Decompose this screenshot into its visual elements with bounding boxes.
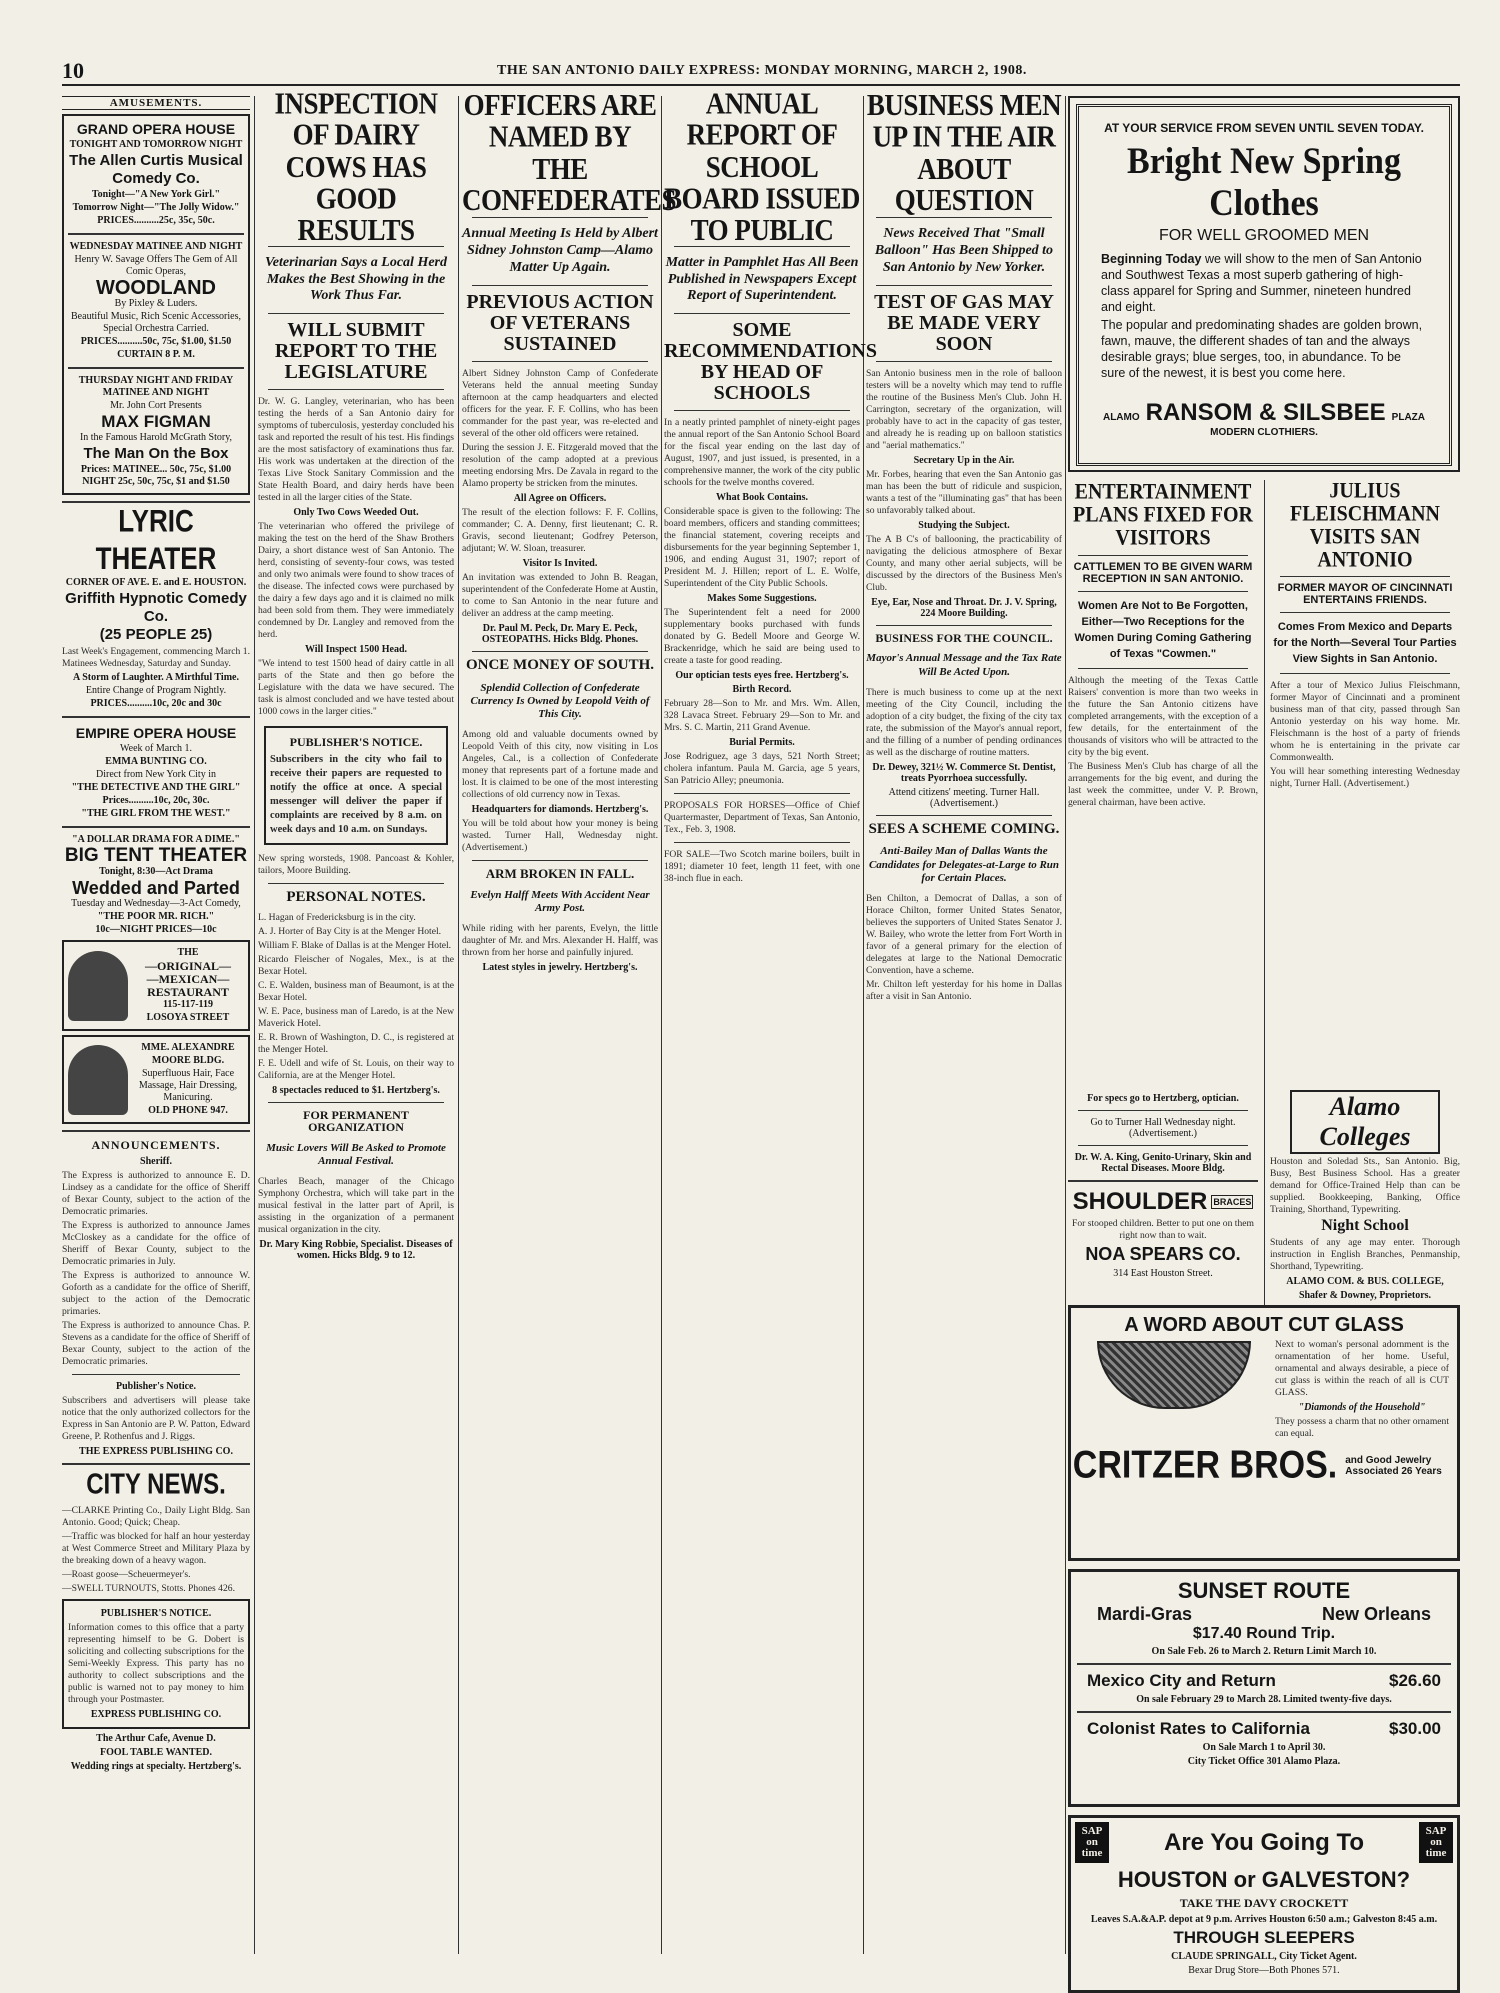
right-ads-column (1068, 96, 1460, 1976)
school-column (664, 86, 877, 1954)
council-text: There is much business to come up at the next meeting of the City Council, including the adoption of a city budget, the fixing of the city tax rate, the submission of the Mayor's annual report, and the filling of a number of pending ordinances as well as the discharge of routine matters. (866, 686, 1062, 758)
school-body: Considerable space is given to the following: The board members, officers and standing committees; the financial statement, covering receipts and disbursements for the year beginning September 1, 1906, and ending August 31, 1907; report of President M. J. Hillen; report of L. E. Wolfe, Superintendent of the City Public Schools. (664, 506, 860, 590)
woodland-name: WOODLAND (96, 277, 216, 299)
alexandre-name: MME. ALEXANDRE (141, 1042, 235, 1053)
fleischmann-deck: FORMER MAYOR OF CINCINNATI ENTERTAINS FRIENDS. (1277, 582, 1453, 606)
confederates-column (462, 88, 677, 1954)
tent-name: BIG TENT THEATER (64, 845, 248, 866)
tent-prices: 10c—NIGHT PRICES—10c (95, 924, 217, 935)
lyric-line2: A Storm of Laughter. A Mirthful Time. (73, 672, 239, 683)
empire-direct: Direct from New York City in (96, 769, 216, 780)
sap-train: TAKE THE DAVY CROCKETT (1179, 1896, 1349, 1910)
citizens-meeting-ad: Attend citizens' meeting. Turner Hall. (Advertisement.) (888, 786, 1040, 809)
money-south-deck: Splendid Collection of Confederate Currency Is Owned by Leopold Veith of This City. (470, 681, 650, 720)
confed-subhead2: Visitor Is Invited. (522, 557, 598, 569)
alamo-colleges-logo: Alamo Colleges (1290, 1090, 1440, 1154)
robbie-ad: Dr. Mary King Robbie, Specialist. Diseases of women. Hicks Bldg. 9 to 12. (259, 1239, 453, 1262)
lyric-prices: PRICES..........10c, 20c and 30c (90, 698, 222, 709)
restaurant-line4: RESTAURANT (147, 985, 229, 999)
restaurant-street: LOSOYA STREET (146, 1012, 230, 1023)
tent-tues: Tuesday and Wednesday—3-Act Comedy, (71, 898, 241, 909)
city-news-item: —CLARKE Printing Co., Daily Light Bldg. San Antonio. Good; Quick; Cheap. (62, 1505, 250, 1528)
woman-portrait-icon (68, 1045, 128, 1115)
money-south-text: Among old and valuable documents owned by Leopold Veith of this city, now visiting in Los Angeles, Cal., is a collection of Confederate money that represents part of a fortune made and lost. It is claimed to be one of the most interesting collections of old currency now in Texas. (462, 729, 658, 801)
alamo-colleges-ad (1270, 1090, 1460, 1304)
sunset-route-ad (1068, 1569, 1460, 1807)
grand-tomorrow: Tomorrow Night—"The Jolly Widow." (72, 202, 240, 213)
visitors-article (1068, 480, 1258, 811)
city-news-title: CITY NEWS. (86, 1468, 226, 1501)
business-subhead2: Studying the Subject. (918, 519, 1010, 531)
sap-times: Leaves S.A.&A.P. depot at 9 p.m. Arrives Houston 6:50 a.m.; Galveston 8:45 a.m. (1090, 1914, 1438, 1925)
permanent-org-deck: Music Lovers Will Be Asked to Promote Annual Festival. (266, 1142, 446, 1168)
dairy-deck2: WILL SUBMIT REPORT TO THE LEGISLATURE (274, 319, 438, 384)
diamonds-ad: Headquarters for diamonds. Hertzberg's. (471, 804, 649, 816)
lyric-line3: Entire Change of Program Nightly. (85, 685, 227, 696)
notice-c2-text: Subscribers in the city who fail to receive their papers are requested to notify the office at once. A special messenger will deliver the paper if complaints are received by 8 a.m. on week days and 10 a.m. on Sundays. (270, 754, 442, 836)
business-deck2: TEST OF GAS MAY BE MADE VERY SOON (874, 290, 1054, 355)
ransom-name: RANSOM & SILSBEE (1145, 399, 1386, 426)
dairy-body: The veterinarian who offered the privilege of making the test on the herd of the Shaw Brothers Dairy, a short distance west of San Antonio. The herd, consisting of seventy-four cows, was tested and only two animals were found to show traces of the disease. The infected cows were purchased by the dairy a few days ago and it is claimed no milk had been sold from them. They were immediately condemned by Dr. Langley and removed from the herd. (258, 521, 454, 641)
column-rule (1065, 96, 1066, 1954)
business-body2: The A B C's of ballooning, the practicability of navigating the delicious atmosphere of Bexar County, and many other aerial subjects, will be discussed by the directors of the Business Men's Club. (866, 533, 1062, 593)
sap-cities: HOUSTON or GALVESTON? (1117, 1867, 1411, 1892)
sap-badge-icon: SAP on time (1075, 1822, 1109, 1863)
confed-body: During the session J. E. Fitzgerald moved that the resolution of the camp adopted at a previous meeting endorsing Mrs. De Zavala in regard to the Alamo property be stricken from the minutes. (462, 441, 658, 489)
restaurant-line1: THE (177, 947, 199, 958)
sunset-r3-left: Colonist Rates to California (1087, 1719, 1310, 1738)
critzer-side: and Good Jewelry Associated 26 Years (1345, 1454, 1442, 1477)
sunset-r2-left: Mexico City and Return (1087, 1671, 1276, 1690)
cut-glass-text2: They possess a charm that no other ornament can equal. (1275, 1416, 1449, 1439)
sap-store: Bexar Drug Store—Both Phones 571. (1188, 1965, 1340, 1976)
ransom-top: AT YOUR SERVICE FROM SEVEN UNTIL SEVEN TODAY. (1104, 121, 1424, 135)
personal-note: F. E. Udell and wife of St. Louis, on their way to California, are at the Menger Hotel. (258, 1057, 454, 1081)
school-lead: In a neatly printed pamphlet of ninety-eight pages the annual report of the San Antonio School Board for the fiscal year ending on the last day of August, 1907, and just issued, is presented, in a comprehensive manner, the work of the city public schools for the twelve months covered. (664, 417, 860, 489)
alamo-colleges-text: Houston and Soledad Sts., San Antonio. Big, Busy, Best Business School. Has a greater demand for Office-Trained Help than can be supplied. Bookkeeping, Banking, Office Training, Shorthand, Typewriting. (1270, 1156, 1460, 1215)
grand-opera-ad (62, 114, 250, 495)
page-number: 10 (62, 58, 84, 83)
dairy-subhead2: Will Inspect 1500 Head. (304, 644, 408, 656)
city-news-item: —SWELL TURNOUTS, Stotts. Phones 426. (62, 1583, 235, 1594)
tent-when: Tonight, 8:30—Act Drama (99, 866, 213, 877)
announcement-item: The Express is authorized to announce E. D. Lindsey as a candidate for the office of Sheriff of Bexar County, subject to the action of the Democratic primaries. (62, 1170, 250, 1217)
alexandre-services: Superfluous Hair, Face Massage, Hair Dressing, Manicuring. (138, 1068, 238, 1103)
mexican-restaurant-ad (62, 940, 250, 1031)
school-body2: The Superintendent felt a need for 2000 supplementary books purchased with funds donated by G. Bedell Moore and George W. Brackenridge, which he said are being used to create a taste for good reading. (664, 607, 860, 667)
lyric-corner: CORNER OF AVE. E. and E. HOUSTON. (65, 577, 247, 588)
announcements-sheriff: Sheriff. (140, 1156, 172, 1167)
ransom-body: we will show to the men of San Antonio and Southwest Texas a most superb gathering of high-class apparel for Spring and Summer, nineteen hundred and eight. (1101, 252, 1422, 314)
dairy-body2: "We intend to test 1500 head of dairy cattle in all parts of the State and then go before the Legislature with the data we have secured. The task is almost concluded and we have tested about 1000 cows in the larger cities." (258, 658, 454, 718)
ransom-sub: FOR WELL GROOMED MEN (1158, 227, 1370, 244)
cut-glass-text: Next to woman's personal adornment is the ornamentation of her home. Useful, ornamental and always desirable, a piece of cut glass is within the reach of all is CUT GLASS. (1275, 1339, 1449, 1398)
empire-prices: Prices..........10c, 20c, 30c. (102, 795, 210, 806)
ransom-right: PLAZA (1391, 412, 1426, 423)
school-headline: ANNUAL REPORT OF SCHOOL BOARD ISSUED TO PUBLIC (664, 86, 860, 247)
publisher-notice-box (62, 1599, 250, 1729)
for-sale-boilers: FOR SALE—Two Scotch marine boilers, built in 1891; diameter 10 feet, length 11 feet, with one 38-inch flue in each. (664, 849, 860, 885)
jewelry-ad: Latest styles in jewelry. Hertzberg's. (482, 962, 638, 974)
permanent-org-text: Charles Beach, manager of the Chicago Symphony Orchestra, which will take part in the musical festival in the latter part of April, is assisting in the organization of a permanent musical organization in the city. (258, 1176, 454, 1236)
empire-name: EMPIRE OPERA HOUSE (75, 725, 237, 741)
lyric-line1: Last Week's Engagement, commencing March 1. Matinees Wednesday, Saturday and Sunday. (62, 646, 250, 669)
burial-permits: Jose Rodriguez, age 3 days, 521 North Street; cholera infantum. Paula M. Garcia, age 5 years, San Patricio Alley; pneumonia. (664, 751, 860, 787)
permanent-org-headline: FOR PERMANENT ORGANIZATION (303, 1107, 409, 1135)
fleischmann-headline: JULIUS FLEISCHMANN VISITS SAN ANTONIO (1289, 478, 1440, 573)
turner-ad: Go to Turner Hall Wednesday night. (Advertisement.) (1090, 1117, 1236, 1139)
two-narrow-articles (1068, 480, 1460, 1090)
column-rule (458, 96, 459, 1954)
cut-glass-bowl-icon (1097, 1341, 1251, 1409)
shoulder-addr: 314 East Houston Street. (1113, 1268, 1213, 1279)
announcement-item: The Express is authorized to announce James McCloskey as a candidate for the office of Sheriff of Bexar County, subject to the Democratic primaries in July. (62, 1220, 250, 1267)
turner-hall-note: You will be told about how your money is being wasted. Turner Hall, Wednesday night. (Advertisement.) (462, 818, 658, 854)
sunset-title: SUNSET ROUTE (1177, 1578, 1351, 1603)
grand-company: The Allen Curtis Musical Comedy Co. (69, 152, 243, 187)
lyric-name: LYRIC THEATER (95, 502, 217, 576)
alexandre-addr: MOORE BLDG. (151, 1055, 225, 1066)
proposals-horses: PROPOSALS FOR HORSES—Office of Chief Quartermaster, Department of Texas, San Antonio, Tex., Feb. 3, 1908. (664, 800, 860, 836)
shoulder-name: NOA SPEARS CO. (1085, 1244, 1241, 1264)
fleischmann-article (1270, 480, 1460, 792)
personal-note: L. Hagan of Fredericksburg is in the city. (258, 911, 416, 923)
arm-broken-text: While riding with her parents, Evelyn, the little daughter of Mr. and Mrs. Alexander H. Halff, was thrown from her horse and painfully injured. (462, 923, 658, 959)
cut-glass-ad (1068, 1305, 1460, 1561)
city-news-item: —Traffic was blocked for half an hour yesterday at West Commerce Street and Military Plaza by the breaking down of a heavy wagon. (62, 1531, 250, 1566)
tailor-ad: New spring worsteds, 1908. Pancoast & Kohler, tailors, Moore Building. (258, 853, 454, 877)
alamo-colleges-props: Shafer & Downey, Proprietors. (1298, 1289, 1432, 1301)
woodland-by: By Pixley & Luders. (114, 298, 198, 309)
confed-lead: Albert Sidney Johnston Camp of Confederate Veterans held the annual meeting Sunday afternoon at the camp headquarters and elected officers for the year. F. F. Collins, who has been commander for the past year, was re-elected and several of the other old officers were retained. (462, 367, 658, 439)
publishers-notice-title: Publisher's Notice. (116, 1381, 196, 1392)
column-rule (863, 96, 864, 1954)
shoulder-word: SHOULDER (1072, 1188, 1208, 1215)
empire-play: "THE DETECTIVE AND THE GIRL" (71, 782, 241, 793)
ransom-bottom: MODERN CLOTHIERS. (1210, 427, 1318, 438)
dairy-subhead: Only Two Cows Weeded Out. (293, 507, 419, 519)
figman-in: In the Famous Harold McGrath Story, (79, 432, 233, 443)
personal-note: W. E. Pace, business man of Laredo, is at the New Maverick Hotel. (258, 1005, 454, 1029)
business-deck: News Received That "Small Balloon" Has Been Shipped to San Antonio by New Yorker. (874, 226, 1054, 275)
sunset-r1-left: Mardi-Gras (1097, 1604, 1193, 1624)
school-deck: Matter in Pamphlet Has All Been Published in Newspapers Except Report of Superintendent. (665, 254, 859, 304)
birth-record: February 28—Son to Mr. and Mrs. Wm. Allen, 328 Lavaca Street. February 29—Son to Mr. and Mrs. S. C. Martin, 211 Grand Avenue. (664, 698, 860, 734)
newspaper-title: THE SAN ANTONIO DAILY EXPRESS: MONDAY MORNING, MARCH 2, 1908. (497, 63, 1027, 78)
figman-presenter: Mr. John Cort Presents (110, 400, 202, 411)
visitors-headline: ENTERTAINMENT PLANS FIXED FOR VISITORS (1072, 479, 1253, 551)
sunset-r2-price: $26.60 (1389, 1671, 1441, 1690)
lyric-price: (25 PEOPLE 25) (99, 626, 213, 643)
woodland-note: Beautiful Music, Rich Scenic Accessories, Special Orchestra Carried. (71, 311, 241, 334)
hertzberg-ad: For specs go to Hertzberg, optician. (1087, 1093, 1239, 1104)
figman-prices: Prices: MATINEE... 50c, 75c, $1.00 NIGHT 25c, 50c, 75c, $1 and $1.50 (80, 464, 232, 487)
empire-star: EMMA BUNTING CO. (105, 756, 207, 767)
woodland-when: WEDNESDAY MATINEE AND NIGHT (69, 241, 243, 252)
business-headline: BUSINESS MEN UP IN THE AIR ABOUT QUESTION (866, 88, 1062, 217)
figman-play: The Man On the Box (83, 445, 229, 462)
king-ad: Dr. W. A. King, Genito-Urinary, Skin and Rectal Diseases. Moore Bldg. (1074, 1152, 1252, 1174)
sunset-r3-price: $30.00 (1389, 1719, 1441, 1738)
critzer-name: CRITZER BROS. (1072, 1443, 1338, 1487)
sap-badge-icon: SAP on time (1419, 1822, 1453, 1863)
column-rule (254, 96, 255, 1954)
notice-box-title: PUBLISHER'S NOTICE. (100, 1608, 212, 1619)
ransom-silsbee-ad (1068, 96, 1460, 472)
empire-next: "THE GIRL FROM THE WEST." (81, 808, 231, 819)
visitors-deck2: Women Are Not to Be Forgotten, Either—Two Receptions for the Women During Coming Gathering of Texas "Cowmen." (1074, 600, 1252, 661)
confed-subhead: All Agree on Officers. (513, 492, 607, 504)
sap-agent: CLAUDE SPRINGALL, City Ticket Agent. (1171, 1951, 1357, 1962)
fleischmann-text: After a tour of Mexico Julius Fleischmann, former Mayor of Cincinnati and a prominent business man of that city, passed through San Antonio yesterday on his way home. Mr. Fleischmann is the host of a party of friends whom he is entertaining in the private car Commonwealth. (1270, 680, 1460, 764)
peck-ad: Dr. Paul M. Peck, Dr. Mary E. Peck, OSTEOPATHS. Hicks Bldg. Phones. (481, 622, 639, 645)
amusements-column (62, 96, 250, 1954)
business-subhead: Secretary Up in the Air. (913, 454, 1015, 466)
personal-note: Ricardo Fleischer of Nogales, Mex., is at the Bexar Hotel. (258, 953, 454, 977)
visitors-text2: The Business Men's Club has charge of all the arrangements for the big event, and during the last week the committee, under V. P. Brown, general chairman, have been active. (1068, 761, 1258, 809)
publishers-notice-text: Subscribers and advertisers will please take notice that the only authorized collectors for the Express in San Antonio are P. W. Patton, Edward Greene, P. Rothenfus and J. Riggs. (62, 1395, 250, 1442)
personal-note: A. J. Horter of Bay City is at the Menger Hotel. (258, 925, 442, 937)
council-headline: BUSINESS FOR THE COUNCIL. (875, 630, 1053, 645)
school-subhead: What Book Contains. (716, 492, 808, 504)
business-column (866, 88, 1062, 1954)
money-south-headline: ONCE MONEY OF SOUTH. (465, 656, 655, 673)
confed-deck2: PREVIOUS ACTION OF VETERANS SUSTAINED (466, 290, 654, 355)
ransom-headline: Bright New Spring Clothes (1127, 141, 1401, 224)
restaurant-line3: —MEXICAN— (146, 972, 230, 986)
fleischmann-deck2: Comes From Mexico and Departs for the North—Several Tour Parties View Sights in San Antonio. (1273, 621, 1457, 666)
scheme-text: Ben Chilton, a Democrat of Dallas, a son of Horace Chilton, former United States Senator, believes the supporters of United States Senator J. W. Bailey, who wrote the letter from Fort Worth in favor of a general primary for the election of delegates at large to the National Democratic Convention, have a scheme. (866, 893, 1062, 977)
figman-name: MAX FIGMAN (101, 412, 211, 431)
notice-box-text: Information comes to this office that a party representing himself to be G. Dobert is soliciting and collecting subscriptions for the Semi-Weekly Express. This party has no authority to collect subscriptions and the public is warned not to pay money to him through your Postmaster. (68, 1622, 244, 1705)
alamo-night-school: Night School (1321, 1217, 1409, 1234)
announcements-header: ANNOUNCEMENTS. (91, 1138, 221, 1152)
scheme-end: Mr. Chilton left yesterday for his home in Dallas after a visit in San Antonio. (866, 979, 1062, 1003)
cut-glass-headline: A WORD ABOUT CUT GLASS (1124, 1314, 1404, 1336)
optician-ad: Our optician tests eyes free. Hertzberg's. (675, 670, 849, 682)
shoulder-text: For stooped children. Better to put one on them right now than to wait. (1072, 1218, 1254, 1241)
personal-note: William F. Blake of Dallas is at the Menger Hotel. (258, 939, 452, 951)
grand-when: TONIGHT AND TOMORROW NIGHT (69, 139, 243, 150)
ransom-body2: The popular and predominating shades are golden brown, fawn, mauve, the different shades of tan and the always desirable grays; blue serges, too, in abundance. To be sure of the newest, it is best you come here. (1101, 318, 1423, 380)
lyric-company: Griffith Hypnotic Comedy Co. (65, 590, 247, 625)
arm-broken-headline: ARM BROKEN IN FALL. (485, 866, 635, 882)
fleischmann-text2: You will hear something interesting Wednesday night, Turner Hall. (Advertisement.) (1270, 766, 1460, 790)
scheme-deck: Anti-Bailey Man of Dallas Wants the Candidates for Delegates-at-Large to Run for Certain Places. (868, 845, 1060, 884)
alamo-colleges-name: ALAMO COM. & BUS. COLLEGE, (1286, 1275, 1444, 1287)
amusements-header: AMUSEMENTS. (62, 96, 250, 110)
school-deck2: SOME RECOMMENDATIONS BY HEAD OF SCHOOLS (664, 319, 877, 405)
sunset-r2-sale: On sale February 29 to March 28. Limited twenty-five days. (1136, 1694, 1392, 1705)
alexandre-phone: OLD PHONE 947. (148, 1105, 228, 1116)
restaurant-addr: 115-117-119 (162, 999, 213, 1010)
publishers-notice-sign: THE EXPRESS PUBLISHING CO. (79, 1446, 233, 1457)
publisher-notice-box-2 (264, 726, 448, 845)
sunset-r3-sale: On Sale March 1 to April 30. (1202, 1742, 1326, 1753)
burial-permits-title: Burial Permits. (729, 737, 795, 749)
small-ad: Wedding rings at specialty. Hertzberg's. (70, 1761, 242, 1772)
announcement-item: The Express is authorized to announce W. Goforth as a candidate for the office of Sheriff, subject to the action of the Democratic primaries. (62, 1270, 250, 1317)
spring-ad: Eye, Ear, Nose and Throat. Dr. J. V. Spring, 224 Moore Building. (871, 596, 1057, 619)
dairy-lead: Dr. W. G. Langley, veterinarian, who has been testing the herds of a San Antonio dairy for symptoms of tuberculosis, yesterday concluded his task and reported the result of his test. His findings are the most satisfactory of examinations thus far. His work was undertaken at the direction of the Texas Live Stock Sanitary Commission and the State Health Board, and dairy herds have been tested in all the larger cities of the State. (258, 396, 454, 504)
dairy-headline: INSPECTION OF DAIRY COWS HAS GOOD RESULTS (274, 86, 438, 247)
birth-record-title: Birth Record. (732, 684, 792, 696)
ransom-body-lead: Beginning Today (1101, 252, 1202, 266)
confed-headline: OFFICERS ARE NAMED BY THE CONFEDERATES (462, 88, 677, 217)
sap-question: Are You Going To (1164, 1828, 1364, 1856)
tent-rich: "THE POOR MR. RICH." (97, 911, 215, 922)
notice-c2-title: PUBLISHER'S NOTICE. (289, 735, 423, 750)
sunset-r1-right: New Orleans (1321, 1604, 1431, 1624)
column-rule (661, 96, 662, 1954)
tent-tag: "A DOLLAR DRAMA FOR A DIME." (72, 834, 240, 845)
small-ad: FOOL TABLE WANTED. (100, 1747, 212, 1758)
woman-portrait-icon (68, 951, 128, 1021)
city-news-item: —Roast goose—Scheuermeyer's. (62, 1569, 191, 1580)
school-subhead2: Makes Some Suggestions. (707, 593, 817, 605)
grand-tonight: Tonight—"A New York Girl." (91, 189, 221, 200)
empire-week: Week of March 1. (120, 743, 192, 754)
small-ads-row (1068, 1090, 1460, 1305)
dewey-ad: Dr. Dewey, 321½ W. Commerce St. Dentist, treats Pyorrhoea successfully. (872, 761, 1056, 784)
masthead (62, 58, 1460, 86)
alexandre-ad (62, 1035, 250, 1124)
figman-when: THURSDAY NIGHT AND FRIDAY MATINEE AND NIGHT (78, 375, 234, 398)
notice-box-sign: EXPRESS PUBLISHING CO. (90, 1709, 222, 1720)
visitors-text: Although the meeting of the Texas Cattle Raisers' convention is more than two weeks in the future the San Antonio citizens have completed arrangements, with the exception of a few details, for the entertainment of the thousands of visitors who will be attracted to the city by the big event. (1068, 675, 1258, 759)
spectacles-ad: 8 spectacles reduced to $1. Hertzberg's. (272, 1084, 440, 1096)
confed-body2: An invitation was extended to John B. Reagan, superintendent of the Confederate Home at Austin, to come to San Antonio in the near future and deliver an address at the camp meeting. (462, 571, 658, 619)
cut-glass-tag: "Diamonds of the Household" (1298, 1402, 1426, 1413)
confed-officers: The result of the election follows: F. F. Collins, commander; C. A. Denny, first lieutenant; C. R. Gravis, second lieutenant; Godfrey Peterson, adjutant; W. W. Sloan, treasurer. (462, 506, 658, 554)
council-deck: Mayor's Annual Message and the Tax Rate Will Be Acted Upon. (866, 652, 1062, 678)
dairy-deck: Veterinarian Says a Local Herd Makes the Best Showing in the Work Thus Far. (264, 254, 447, 304)
sap-sleepers: THROUGH SLEEPERS (1173, 1928, 1355, 1947)
dairy-column (258, 86, 454, 1954)
restaurant-line2: —ORIGINAL— (144, 959, 231, 973)
woodland-prices: PRICES..........50c, 75c, $1.00, $1.50 (80, 336, 232, 347)
woodland-presenter: Henry W. Savage Offers The Gem of All Comic Operas, (74, 254, 238, 277)
left-small-ads (1068, 1090, 1258, 1282)
grand-name: GRAND OPERA HOUSE (76, 121, 236, 137)
arm-broken-deck: Evelyn Halff Meets With Accident Near Army Post. (470, 888, 650, 914)
business-body: Mr. Forbes, hearing that even the San Antonio gas man has been the butt of ridicule and suspicion, wants a test of the "illuminating gas" that has been so unfavorably talked about. (866, 468, 1062, 516)
personal-notes-title: PERSONAL NOTES. (286, 889, 426, 906)
sunset-r1-sale: On Sale Feb. 26 to March 2. Return Limit March 10. (1151, 1646, 1377, 1657)
ransom-left: ALAMO (1102, 412, 1140, 423)
sap-houston-ad (1068, 1815, 1460, 1993)
sunset-r1-price: $17.40 Round Trip. (1192, 1625, 1336, 1642)
scheme-headline: SEES A SCHEME COMING. (868, 820, 1060, 837)
woodland-curtain: CURTAIN 8 P. M. (117, 349, 195, 360)
announcement-item: The Express is authorized to announce Chas. P. Stevens as a candidate for the office of Sheriff of Bexar County, subject to the action of the Democratic primaries. (62, 1320, 250, 1367)
tent-play: Wedded and Parted (72, 878, 240, 898)
personal-note: C. E. Walden, business man of Beaumont, is at the Bexar Hotel. (258, 979, 454, 1003)
business-lead: San Antonio business men in the role of balloon testers will be a novelty which may tend to ruffle the routine of the Business Men's Club. John H. Carrington, secretary of the organization, will probably have to act in the capacity of gas tester, and already he is reading up on balloon statistics and "aerial mathematics." (866, 367, 1062, 451)
small-ad: The Arthur Cafe, Avenue D. (96, 1733, 216, 1744)
sunset-office: City Ticket Office 301 Alamo Plaza. (1187, 1756, 1341, 1767)
confed-deck: Annual Meeting Is Held by Albert Sidney Johnston Camp—Alamo Matter Up Again. (462, 226, 658, 275)
visitors-deck: CATTLEMEN TO BE GIVEN WARM RECEPTION IN SAN ANTONIO. (1073, 561, 1253, 585)
personal-note: E. R. Brown of Washington, D. C., is registered at the Menger Hotel. (258, 1031, 454, 1055)
shoulder-tag: BRACES (1213, 1197, 1252, 1207)
alamo-colleges-text2: Students of any age may enter. Thorough instruction in English Branches, Penmanship, Shorthand, Typewriting. (1270, 1236, 1460, 1272)
grand-prices: PRICES..........25c, 35c, 50c. (97, 215, 215, 226)
